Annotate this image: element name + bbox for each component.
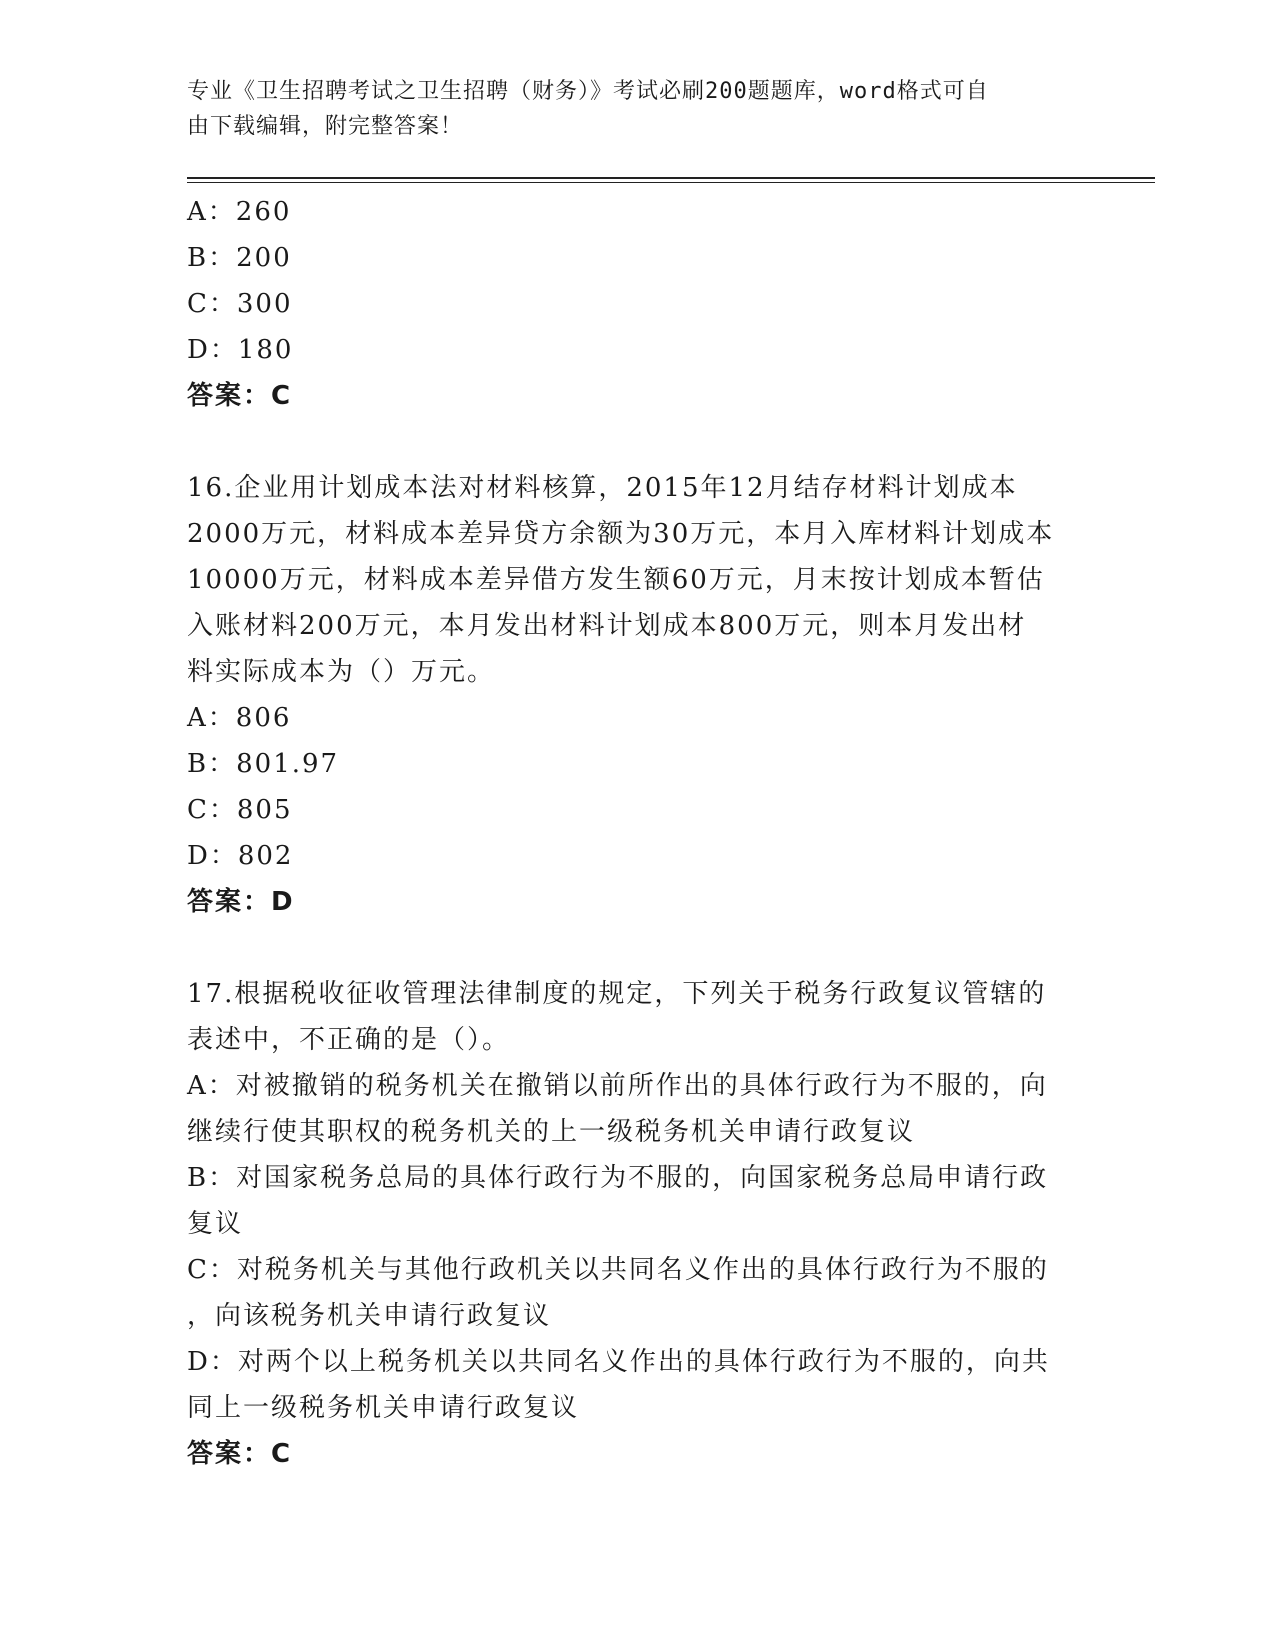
header-divider-thick [187,177,1155,179]
q17-answer: 答案：C [187,1439,293,1469]
q17-option-c-line-2: ，向该税务机关申请行政复议 [187,1301,552,1331]
q15-option-c: C：300 [187,289,293,319]
q17-option-a-line-2: 继续行使其职权的税务机关的上一级税务机关申请行政复议 [187,1117,916,1147]
question-16 [187,465,1087,925]
q15-option-b: B：200 [187,243,292,273]
q17-text-line-1: 17.根据税收征收管理法律制度的规定，下列关于税务行政复议管辖的 [187,979,1047,1009]
q15-answer: 答案：C [187,381,293,411]
q16-option-d: D：802 [187,841,294,871]
q15-option-d: D：180 [187,335,294,365]
q16-text-line-5: 料实际成本为（）万元。 [187,657,496,687]
q16-option-b: B：801.97 [187,749,340,779]
q16-option-a: A：806 [187,703,292,733]
q17-option-c-line-1: C：对税务机关与其他行政机关以共同名义作出的具体行政行为不服的 [187,1255,1049,1285]
q16-text-line-1: 16.企业用计划成本法对材料核算，2015年12月结存材料计划成本 [187,473,1018,503]
q17-option-d-line-1: D：对两个以上税务机关以共同名义作出的具体行政行为不服的，向共 [187,1347,1050,1377]
q17-option-d-line-2: 同上一级税务机关申请行政复议 [187,1393,580,1423]
q16-answer: 答案：D [187,887,295,917]
q17-option-b-line-2: 复议 [187,1209,244,1239]
question-content [187,189,1087,1477]
question-15 [187,189,1087,419]
spacer [187,419,1087,465]
document-header [187,74,1067,144]
header-divider-thin [187,182,1155,183]
q15-option-a: A：260 [187,197,292,227]
q17-text-line-2: 表述中，不正确的是（）。 [187,1025,511,1055]
q16-option-c: C：805 [187,795,293,825]
q17-option-a-line-1: A：对被撤销的税务机关在撤销以前所作出的具体行政行为不服的，向 [187,1071,1048,1101]
q16-text-line-3: 10000万元，材料成本差异借方发生额60万元，月末按计划成本暂估 [187,565,1045,595]
header-line-1: 专业《卫生招聘考试之卫生招聘（财务）》考试必刷200题题库，word格式可自 [187,79,989,104]
spacer [187,925,1087,971]
q17-option-b-line-1: B：对国家税务总局的具体行政行为不服的，向国家税务总局申请行政 [187,1163,1049,1193]
q16-text-line-2: 2000万元，材料成本差异贷方余额为30万元，本月入库材料计划成本 [187,519,1055,549]
question-17 [187,971,1087,1477]
q16-text-line-4: 入账材料200万元，本月发出材料计划成本800万元，则本月发出材 [187,611,1027,641]
header-line-2: 由下载编辑，附完整答案！ [187,114,464,139]
